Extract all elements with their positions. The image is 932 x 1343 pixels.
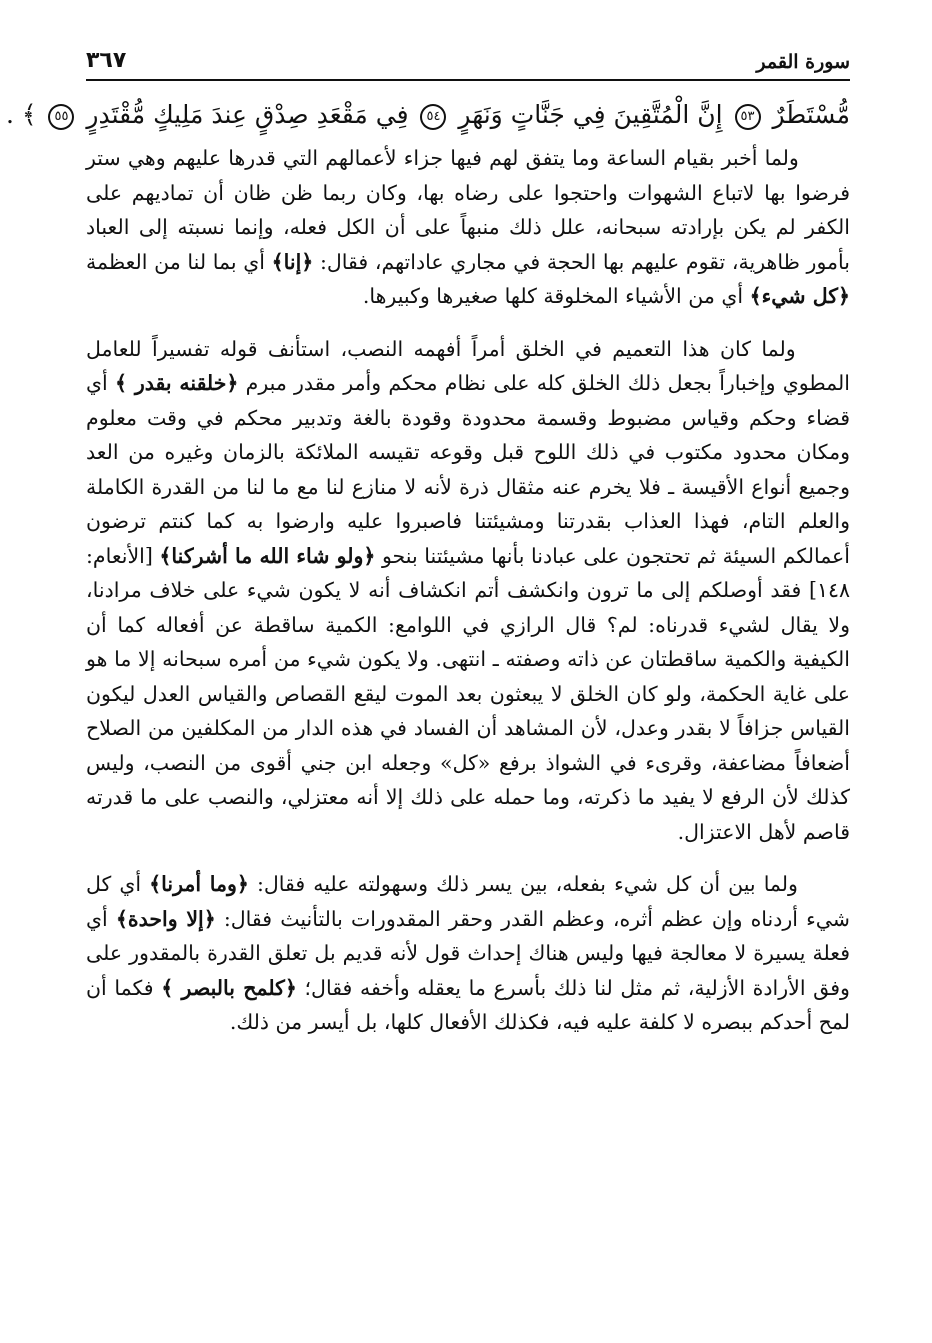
surah-title: سورة القمر [756, 51, 850, 73]
quran-quote: ﴿إنا﴾ [271, 249, 314, 274]
commentary-paragraph [86, 141, 850, 314]
paragraph-text: أي من الأشياء المخلوقة كلها صغيرها وكبيرها. [362, 284, 744, 308]
paragraph-text: أي كل شيء أردناه وإن عظم أثره، وعظم القدر وحقر المقدورات بالتأنيث فقال: [86, 872, 850, 931]
quran-quote: ﴿ولو شاء الله ما أشركنا﴾ [159, 543, 376, 568]
paragraph-text: أي قضاء وحكم وقياس مضبوط وقسمة محدودة وقودة بالغة وتدبير محكم في وقت معلوم ومكان محدود مكتوب في ذلك اللوح قبل وقوعه تقيسه الملائكة بالزمان وغيره من العد وجميع أنواع الأقيسة ـ فلا يخرم عنه مثقال ذرة لأنه لا منازع لنا مع ما لنا من القدرة الكاملة والعلم التام، فهذا العذاب بقدرتنا ومشيئتنا فاصبروا عليه وارضوا به كما كنتم ترضون أعمالكم السيئة ثم تحتجون على عبادنا بأنها مشيئتنا بنحو [86, 371, 850, 568]
paragraph-text: أي بما لنا من العظمة [86, 249, 265, 274]
quran-quote: ﴿كلمح بالبصر ﴾ [161, 975, 297, 1000]
quran-quote: ﴿خلقنه بقدر ﴾ [114, 371, 239, 395]
ayah-number-marker: ٥٤ [420, 104, 446, 130]
commentary-paragraph [86, 332, 850, 850]
quran-quote: ﴿إلا واحدة﴾ [115, 906, 216, 931]
quran-verse-line [5, 95, 850, 135]
verse-fragment: إِنَّ الْمُتَّقِينَ فِي جَنَّاتٍ وَنَهَرٍ [458, 100, 723, 129]
paragraph-text: أي فعلة يسيرة لا معالجة فيها وليس هناك إحداث قول لأنه قديم بل تعلق القدرة بالمقدور على وفق الأرادة الأزلية، ثم مثل لنا ذلك بأسرع ما يعقله وأخفه فقال؛ [86, 906, 850, 1000]
page-number: ٣٦٧ [86, 48, 127, 73]
verse-fragment: مُّسْتَطَرٌ [772, 100, 850, 129]
verse-end: ﴾ . [5, 100, 37, 129]
quran-quote: ﴿كل شيء﴾ [749, 284, 850, 308]
paragraph-text: فكما أن لمح أحدكم ببصره لا كلفة عليه فيه، فكذلك الأفعال كلها، بل أيسر من ذلك. [86, 975, 850, 1034]
quran-quote: ﴿وما أمرنا﴾ [149, 872, 249, 896]
ayah-number-marker: ٥٥ [48, 104, 74, 130]
paragraph-text: ولما كان هذا التعميم في الخلق أمراً أفهمه النصب، استأنف قوله تفسيراً للعامل المطوي وإخباراً بجعل ذلك الخلق كله على نظام محكم وأمر مقدر مبرم [86, 336, 850, 395]
paragraph-text: ولما أخبر بقيام الساعة وما يتفق لهم فيها جزاء لأعمالهم التي قدرها عليهم وهي ستر فرضوا بها لاتباع الشهوات واحتجوا على رضاه بها، وكان ربما ظن ظان أن تماديهم على الكفر لم يكن بإرادته سبحانه، علل ذلك منبهاً على أن الكل فعله، وإنما نسبته إلى العباد بأمور ظاهرية، تقوم عليهم بها الحجة في مجاري عاداتهم، فقال: [86, 146, 850, 274]
ayah-number-marker: ٥٣ [735, 104, 761, 130]
commentary-paragraph [86, 867, 850, 1040]
paragraph-text: [الأنعام: ١٤٨] فقد أوصلكم إلى ما ترون وانكشف أتم انكشاف أنه لا يكون شيء على خلاف مرادنا، ولا يقال لشيء قدرناه: لم؟ قال الرازي في اللوامع: الكمية ساقطة عن أفعاله كما أن الكيفية والكمية ساقطتان عن ذاته وصفته ـ انتهى. ولا يكون شيء من أمره سبحانه إلا ما هو على غاية الحكمة، ولو كان الخلق لا يبعثون بعد الموت ليقع القصاص والقياس العدل ليكون القياس جزافاً لا بقدر وعدل، لأن المشاهد أن الفساد في هذه الدار من المكلفين من الصلاح أضعافاً مضاعفة، وقرىء في الشواذ برفع «كل» وجعله ابن جني أقوى من النصب، وليس كذلك لأن الرفع لا يفيد ما ذكرته، وما حمله على ذلك إلا أنه معتزلي، والنصب على ما قدرته قاصم لأهل الاعتزال. [86, 543, 850, 844]
paragraph-text: ولما بين أن كل شيء بفعله، بين يسر ذلك وسهولته عليه فقال: [256, 872, 798, 896]
verse-fragment: فِي مَقْعَدِ صِدْقٍ عِندَ مَلِيكٍ مُّقْتَدِرٍ [86, 100, 409, 129]
page-header [86, 48, 850, 81]
